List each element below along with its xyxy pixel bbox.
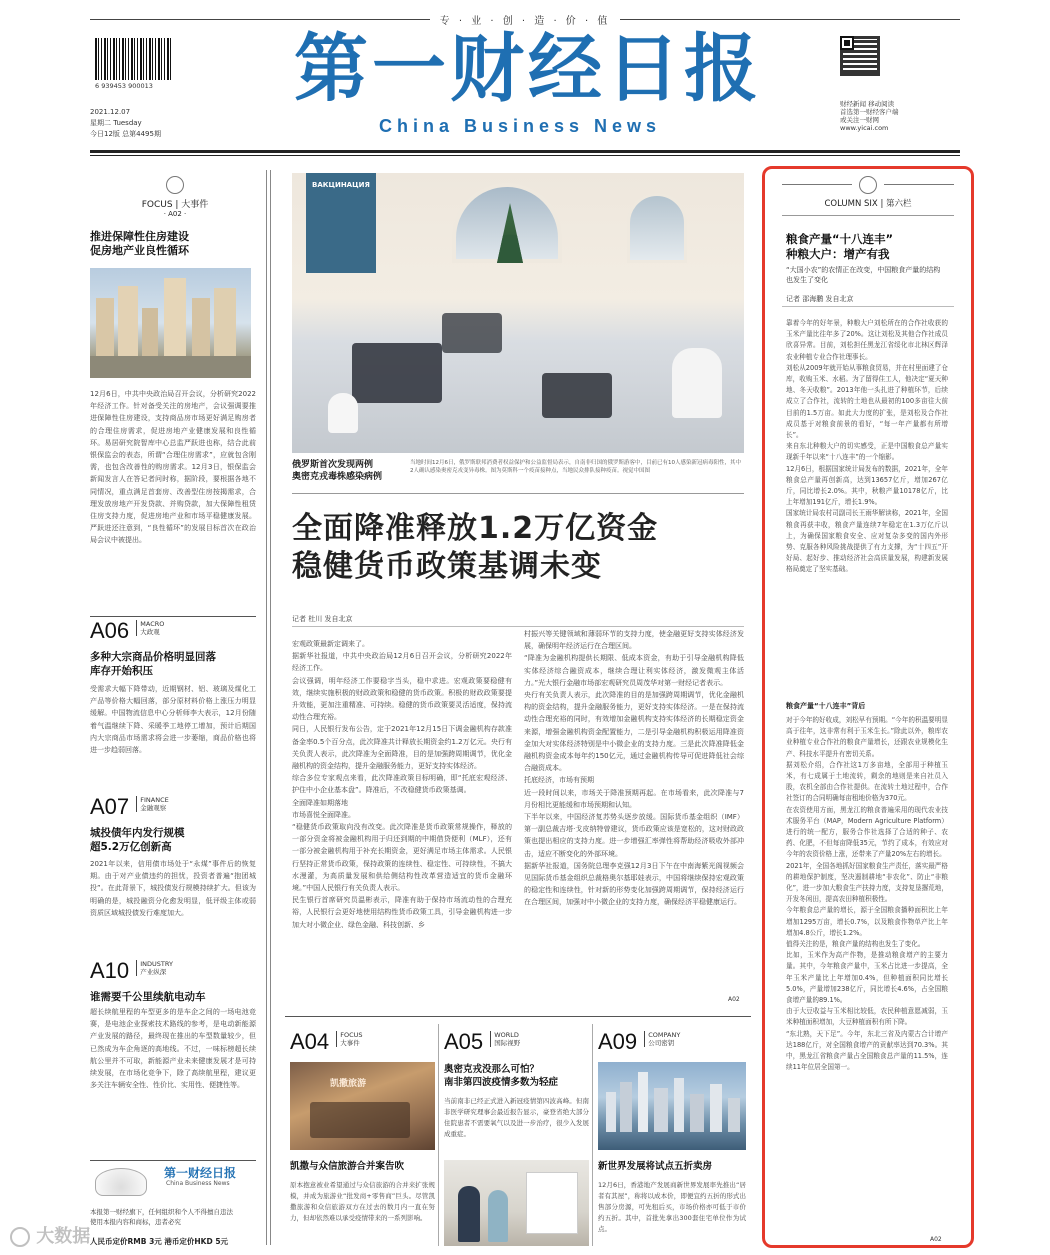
main-body-col2: 村振兴等关键领域和薄弱环节的支持力度，使金融更好支持实体经济发展，确保明年经济运行在合理区间。 “降准为金融机构提供长期限、低成本资金，有助于引导金融机构降低实体经济综合融资成本，继续合理让利实体经济，激发微观主体活力。”光大银行金融市场部宏观研究员周茂华对第一财经记者表示。 央行有关负责人表示，此次降准的目的是加强跨周期调节，优化金融机构的资金结构，提升金融服务能力，更好支持实体经济。一是在保持流动性合理充裕的同时，有效增加金融机构支持实体经济的长期稳定资金来源，增强金融机构资金配置能力，二是引导金融机构积极运用降准资金加大对实体经济特别是中小微企业的支持力度。三是此次降准降低金融机构资金成本每年约150亿元，通过金融机构传导可促进降低社会综合融资成本。 托底经济，市场有预期 近一段时间以来，市场关于降准预期再起。在市场看来，此次降准与7月份相比更能缓和市场预期和认知。 下半年以来，中国经济复苏势头逐步放缓。国际货币基金组织（IMF）第一副总裁吉塔·戈皮纳特曾建议，货币政策应该是宽松的，这对财政政策也提出相应的支持力度。进一步增强汇率弹性将帮助经济吸收外部冲击，适应不断变化的外部环境。 据新华社报道，国务院总理李克强12月3日下午在中南海紫光阁视频会见国际货币基金组织总裁格奥尔基耶娃表示，中国将继续保持宏观政策的稳定性和连续性，针对新的形势变化加强跨周期调节，保持经济运行在合理区间，加强对中小微企业的支持力度，确保经济平稳健康运行。	[524, 630, 744, 907]
a10-en: INDUSTRY	[140, 960, 173, 968]
a05-cn: 国际视野	[494, 1039, 521, 1047]
a07-code[interactable]: A07	[90, 794, 130, 819]
south-africa-photo	[444, 1160, 589, 1246]
masthead-title: 第一财经日报	[294, 26, 762, 112]
a04-code[interactable]: A04	[290, 1029, 330, 1054]
footer-logo-en: China Business News	[166, 1180, 230, 1187]
a04-headline[interactable]: 凯撒与众信旅游合并案告吹	[290, 1161, 405, 1172]
footer-info-2: 使用本报内容和商标，违者必究	[90, 1218, 181, 1226]
a06-cn: 大政观	[140, 628, 160, 636]
a06-code[interactable]: A06	[90, 618, 130, 643]
qr-text-1: 财经新闻 移动阅读	[840, 100, 895, 108]
right-body: 靠着今年的好年景，种粮大户刘松所在的合作社收获的玉米产量比往年多了20%。这让刘松及其他合作社成员欣喜异常。目前，刘松担任黑龙江省绥化市北林区辉泽农业种植专业合作社理事长。 刘松从2009年就开始从事粮食贸易，并在村里面建了仓库，收购玉米、水稻。为了留得住工人，他决定“夏天种地、冬天收粮”。2013年他一头扎进了种植环节，后续成立了合作社，流转的土地也从最初的100多亩往大前目前的1.5万亩。如此大力度的扩张，是刘松及合作社成员基于对粮食前景的看好，“每一年产量都有所增长”。 来自东北种粮大户的切实感受，正是中国粮食总产量实现新千年以来“十八连丰”的一个缩影。 12月6日，根据国家统计局发布的数据，2021年，全年粮食总产量再创新高，达到13657亿斤，增加267亿斤，同比增长2.0%。其中，秋粮产量10178亿斤，比上年增加191亿斤，增长1.9%。 国家统计局农村司副司长王雨华解读称，2021年，全国粮食再获丰收，粮食产量连续7年稳定在1.3万亿斤以上，为确保国家粮食安全、应对复杂多变的国内外形势、克服各种风险挑战提供了有力支撑，为“十四五”开好局、起好步、推动经济社会高质量发展，构建新发展格局奠定了坚实基础。	[786, 319, 948, 574]
footer-logo-cn: 第一财经日报	[164, 1166, 237, 1180]
right-subheading: 粮食产量“十八连丰”背后	[786, 702, 866, 710]
qr-text-2: 首选第一财经客户端	[840, 108, 899, 116]
barcode-number: 6 939453 900013	[95, 82, 153, 90]
main-headline[interactable]	[292, 510, 744, 586]
a07-body: 2021年以来，信用债市场处于“永煤”事件后的恢复期。由于对产业债违约的担忧，投资者普遍“抱团城投”。在此背景下，城投债发行规模持续扩大。但该为明确的是，城投融资分化愈发明显，低评级主体或弱资质区域城投债发行难度加大。	[90, 860, 256, 917]
a07-cn: 金融观察	[140, 804, 167, 812]
a10-headline[interactable]: 谁需要千公里续航电动车	[90, 991, 206, 1003]
focus-label: FOCUS | 大事件	[141, 200, 209, 210]
masthead-subtitle: China Business News	[378, 116, 662, 136]
a09-headline[interactable]: 新世界发展将试点五折卖房	[598, 1161, 713, 1172]
a10-code[interactable]: A10	[90, 958, 130, 983]
lead-headline[interactable]: 推进保障性住房建设 促房地产业良性循环	[90, 230, 189, 257]
caissa-photo	[290, 1062, 435, 1150]
a06-body: 受需求大幅下降带动，近期钢材、铝、玻璃及煤化工产品等价格大幅回落，部分原材料价格上涨压力明显缓解。中国物流信息中心分析师李大表示，12月份随着气温继续下降、采暖季工地停工增加，预计后期国内大宗商品市场需求将会进一步萎缩，商品价格也将进一步趋弱回落。	[90, 685, 256, 755]
footer-info-1: 本报第一财经旗下，任何组织和个人不得擅自违法	[90, 1208, 233, 1216]
a09-en: COMPANY	[648, 1031, 681, 1039]
main-byline: 记者 杜川 发自北京	[292, 615, 353, 623]
watermark-logo-icon	[10, 1227, 30, 1247]
a05-headline[interactable]: 奥密克戎没那么可怕？ 南非第四波疫情多数为轻症	[444, 1064, 559, 1088]
column-six-label: COLUMN SIX | 第六栏	[824, 199, 912, 209]
caissa-sign: 凯撒旅游	[330, 1079, 367, 1089]
price: 人民币定价RMB 3元 港币定价HKD 5元	[90, 1237, 229, 1246]
a07-en: FINANCE	[140, 796, 169, 804]
right-headline[interactable]: 粮食产量“十八连丰” 种粮大户：增产有我	[786, 232, 894, 261]
footer-logo-icon	[95, 1168, 147, 1196]
vaccination-sign: ВАКЦИНАЦИЯ	[312, 181, 370, 189]
issue-weekday: 星期二 Tuesday	[90, 119, 142, 127]
a05-code[interactable]: A05	[444, 1029, 484, 1054]
a04-body: 原本抱意被业希望通过与众信旅游的合并来扩张规模，并成为旅游业“批发商+零售商”巨头。尽管凯撒旅游和众信旅游双方在过去的数月内一直在努力，但却依然难以承受疫情带来的一系列影响。	[290, 1181, 435, 1222]
qr-text-3: 或关注一财网	[840, 116, 879, 124]
a06-en: MACRO	[140, 620, 165, 628]
a09-cn: 公司密钥	[648, 1039, 675, 1047]
a10-cn: 产业纵深	[140, 968, 167, 976]
a07-headline[interactable]: 城投债年内发行规模 超5.2万亿创新高	[90, 827, 185, 853]
a06-headline[interactable]: 多种大宗商品价格明显回落 库存开始积压	[90, 651, 216, 677]
hongkong-photo	[598, 1062, 746, 1150]
main-headline-line1: 全面降准释放1.2万亿资金	[292, 511, 659, 546]
column-six-emblem-icon	[859, 176, 877, 194]
right-body-2: 对于今年的好收成，刘松早有预期。“今年的积温要明显高于往年，这非常有利于玉米生长。”除此以外，粮库农业种植专业合作社的粮食产量增长，还跟农业规模化生产、科技水平提升有密切关系。 据刘松介绍，合作社这1万多亩地，全部用于种植玉米，有七成属于土地流转，剩余的地则是来自社员入股，农机全部由合作社提供。在流转土地过程中，合作社签订的合同明确每亩租地价格为370元。 在农资使用方面，黑龙江的粮食普遍采用的现代农业技术服务平台（MAP，Modern Agriculture Platform）进行的统一配方，服务合作社选择了合适的种子、农药、化肥，不但每亩降低35元，节约了成本，有效应对今年的农资价格上涨，还带来了产量20%左右的增长。 2021年，全国各地抓好国家粮食生产责任，落实最严格的耕地保护制度，坚决遏制耕地“非农化”、防止“非粮化”，进一步加大粮食生产扶持力度，支持复垦撂荒地，开发冬闲田，提高农田种植积极性。 今年粮食总产量的增长，源于全国粮食播种面积比上年增加1295万亩，增长0.7%，以及粮食作物单产比上年增加4.8公斤，增长1.2%。 值得关注的是，粮食产量的结构也发生了变化。 比如，玉米作为高产作物，是推动粮食增产的主要力量。其中，今年粮食产量中，玉米占比进一步提高，全年玉米产量比上年增加0.4%，但种植面积同比增长5.0%，产量增加238亿斤，同比增长4.6%，占全国粮食增产量的89.1%。 由于大豆收益与玉米相比较低，农民种植意愿减弱，玉米种植面积增加，大豆种植面积有所下降。 “东北熟，天下足”。今年，东北三省及内蒙古合计增产达188亿斤，对全国粮食增产的贡献率达到70.3%。其中，黑龙江省粮食产量占全国粮食总产量的11.5%，连续11年位居全国第一。	[786, 716, 948, 1072]
a04-en: FOCUS	[340, 1031, 363, 1039]
housing-photo	[90, 268, 251, 378]
a10-body: 超长续航里程的车型更多的是车企之间的一场电池竞赛，是电池企业探索技术路线的参考，是电动新能源产业发展的路径，最终现在推出的车型数量较少，但已然成为车企角逐的高地线。不过，一味标榜超长续航公里并不可取，新能源产业未来健康发展才是可持续发展，在市场化竞争下，除了高续航里程，建议更多关注车辆安全性、性价比、实用性、便捷性等。	[90, 1008, 256, 1090]
photo-caption-body: 当地时间12月6日，俄罗斯联邦消费者权益保护和公益监督局表示，自南非归国的俄罗斯游客中，目前已有10人感染新冠病毒阳性，其中2人确认感染奥密克戎变异毒株。图为莫斯科一个疫苗接种点，当地民众排队接种疫苗。视觉中国图	[410, 460, 742, 474]
right-deck: “大国小农”的农情正在改变，中国粮食产量的结构也发生了变化	[786, 266, 941, 284]
lead-body: 12月6日，中共中央政治局召开会议，分析研究2022年经济工作。针对备受关注的房地产，会议强调要推进保障性住房建设，支持商品房市场更好满足购房者的合理住房需求，促进房地产业健康发展和良性循环。易居研究院智库中心总监严跃进也称，结合此前银保监会的表态，所谓“合理住房需求”，应就包含刚需，也包含改善性的购房需求。12月3日，银保监会新闻发言人在答记者问时称，据阶段，要根据各地不同情况，重点满足首套房、改善型住房按揭需求，合理发放房地产开发贷款、并购贷款，加大保障性租赁住房支持力度，促进房地产业和市场平稳健康发展。严跃进还注意到，“良性循环”的发展目标首次在政治局会议中被提出。	[90, 390, 256, 545]
a09-body: 12月6日，香港地产发展商新世界发展率先推出“居者有其屋”，称将以成本价，即便宜约五折的形式出售部分房源，可先租后买，市场价格亦可低于市价约五折。其中，首批先拿出300套住宅单位作为试点。	[598, 1181, 746, 1233]
issue-edition: 今日12版 总第4495期	[90, 130, 161, 138]
focus-emblem-icon	[166, 176, 184, 194]
focus-page: · A02 ·	[163, 210, 187, 218]
main-continue[interactable]: A02	[728, 996, 740, 1003]
main-headline-line2: 稳健货币政策基调未变	[292, 549, 602, 584]
a05-en: WORLD	[494, 1031, 519, 1039]
issue-date: 2021.12.07	[90, 108, 131, 116]
photo-caption-title: 俄罗斯首次发现两例 奥密克戎毒株感染病例	[292, 460, 383, 482]
right-continue[interactable]: A02	[930, 1236, 942, 1243]
a04-cn: 大事件	[340, 1039, 360, 1047]
watermark: 大数据	[10, 1222, 90, 1248]
tagline: 专 · 业 · 创 · 造 · 价 · 值	[430, 16, 621, 27]
barcode	[95, 38, 173, 80]
main-body-col1: 宏观政策最新定调来了。 据新华社报道，中共中央政治局12月6日召开会议，分析研究2022年经济工作。 会议强调，明年经济工作要稳字当头，稳中求进。宏观政策要稳健有效，继续实施积极的财政政策和稳健的货币政策。积极的财政政策要提升效能，更加注重精准、可持续。稳健的货币政策要灵活适度，保持流动性合理充裕。 同日，人民银行发布公告，定于2021年12月15日下调金融机构存款准备金率0.5个百分点，此次降准共计释放长期资金约1.2万亿元。央行有关负责人表示，此次降准为全面降准，目的是加强跨周期调节，优化金融机构的资金结构，提升金融服务能力，更好支持实体经济。 综合多位专家观点来看，此次降准政策目标明确，即“托底宏观经济、护住中小企业基本盘”。降准后，不改稳健货币政策基调。 全面降准如期落地 市场喜悦全面降准。 “稳健货币政策取向没有改变。此次降准是货币政策常规操作，释放的一部分资金将被金融机构用于归还到期的中期借贷便利（MLF），还有一部分被金融机构用于补充长期资金，更好满足市场主体需求。人民银行坚持正常货币政策，保持政策的连续性、稳定性、可持续性，不搞大水漫灌，为高质量发展和供给侧结构性改革营造适宜的货币金融环境。”中国人民银行有关负责人表示。 民生银行首席研究员温彬表示，降准有助于保持市场流动性的合理充裕，人民银行会更好地使用结构性货币政策工具，引导金融机构进一步加大对小微企业、绿色金融、科技创新、乡	[292, 640, 512, 929]
a05-body: 当前南非已经正式进入新冠疫情第四波高峰。但南非医学研究理事会最近报告显示，豪登省绝大部分住院患者不需要氧气以及进一步治疗，很少入发展成重症。	[444, 1097, 589, 1138]
qr-url[interactable]: www.yicai.com	[840, 124, 889, 132]
vaccination-photo	[292, 173, 744, 453]
right-byline: 记者 邵海鹏 发自北京	[786, 295, 854, 303]
a09-code[interactable]: A09	[598, 1029, 638, 1054]
